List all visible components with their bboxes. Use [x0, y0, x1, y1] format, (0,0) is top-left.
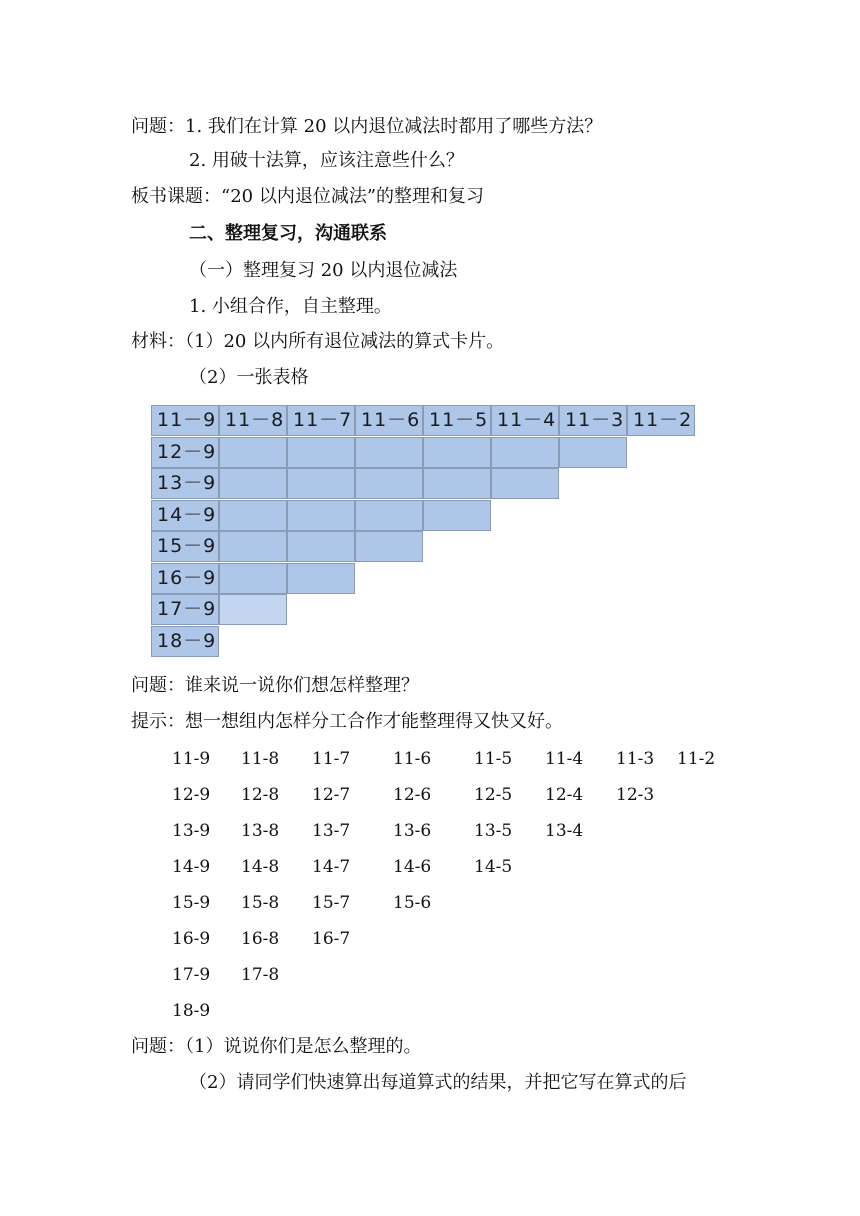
expression-item: 14-9 [172, 857, 211, 877]
table-header-cell: 11－5 [423, 405, 491, 436]
table-header-cell: 11－6 [355, 405, 423, 436]
expression-item: 13-8 [241, 821, 280, 841]
table-row-label: 18－9 [151, 626, 219, 657]
expression-item: 16-9 [172, 929, 211, 949]
expression-item: 11-5 [474, 749, 513, 769]
table-empty-cell [423, 500, 491, 531]
expression-item: 11-7 [312, 749, 351, 769]
expression-item: 11-9 [172, 749, 211, 769]
table-header-cell: 11－9 [151, 405, 219, 436]
table-empty-cell [559, 437, 627, 468]
table-row-label: 17－9 [151, 594, 219, 625]
table-empty-cell [287, 437, 355, 468]
material-1: 材料：（1）20 以内所有退位减法的算式卡片。 [131, 331, 505, 352]
table-row-label: 15－9 [151, 531, 219, 562]
expression-item: 16-8 [241, 929, 280, 949]
table-empty-cell [287, 468, 355, 499]
table-empty-cell [287, 531, 355, 562]
expression-item: 13-6 [393, 821, 432, 841]
table-empty-cell [219, 500, 287, 531]
table-header-cell: 11－7 [287, 405, 355, 436]
expression-item: 11-4 [545, 749, 584, 769]
expression-item: 13-9 [172, 821, 211, 841]
table-row-label: 16－9 [151, 563, 219, 594]
table-row-label: 13－9 [151, 468, 219, 499]
table-header-cell: 11－4 [491, 405, 559, 436]
expression-item: 16-7 [312, 929, 351, 949]
expression-item: 15-8 [241, 893, 280, 913]
expression-item: 14-5 [474, 857, 513, 877]
table-row-label: 12－9 [151, 437, 219, 468]
expression-item: 12-8 [241, 785, 280, 805]
expression-item: 11-6 [393, 749, 432, 769]
table-header-cell: 11－8 [219, 405, 287, 436]
question-1: 问题：1. 我们在计算 20 以内退位减法时都用了哪些方法？ [131, 116, 603, 137]
expression-item: 12-6 [393, 785, 432, 805]
table-empty-cell [355, 531, 423, 562]
table-empty-cell [287, 500, 355, 531]
expression-item: 11-2 [677, 749, 716, 769]
table-empty-cell [219, 563, 287, 594]
expression-item: 12-7 [312, 785, 351, 805]
table-empty-cell [355, 500, 423, 531]
expression-item: 14-8 [241, 857, 280, 877]
question-organize: 问题：谁来说一说你们想怎样整理？ [131, 675, 419, 696]
question-explain: 问题：（1）说说你们是怎么整理的。 [131, 1036, 422, 1057]
expression-item: 15-9 [172, 893, 211, 913]
table-empty-cell [423, 437, 491, 468]
table-empty-cell [423, 468, 491, 499]
table-empty-cell [287, 563, 355, 594]
expression-item: 12-9 [172, 785, 211, 805]
table-empty-cell [219, 594, 287, 625]
table-header-cell: 11－2 [627, 405, 695, 436]
expression-item: 13-4 [545, 821, 584, 841]
table-empty-cell [219, 437, 287, 468]
expression-item: 14-7 [312, 857, 351, 877]
expression-item: 11-3 [616, 749, 655, 769]
expression-item: 17-8 [241, 965, 280, 985]
table-empty-cell [491, 437, 559, 468]
question-2: 2. 用破十法算，应该注意些什么？ [189, 150, 464, 171]
board-title: 板书课题：“20 以内退位减法”的整理和复习 [131, 186, 485, 207]
section-heading: 二、整理复习，沟通联系 [189, 223, 387, 244]
expression-item: 13-5 [474, 821, 513, 841]
table-empty-cell [491, 468, 559, 499]
expression-item: 14-6 [393, 857, 432, 877]
hint: 提示：想一想组内怎样分工合作才能整理得又快又好。 [131, 711, 563, 732]
expression-item: 12-3 [616, 785, 655, 805]
expression-item: 15-6 [393, 893, 432, 913]
expression-item: 12-5 [474, 785, 513, 805]
table-header-cell: 11－3 [559, 405, 627, 436]
table-empty-cell [219, 468, 287, 499]
table-row-label: 14－9 [151, 500, 219, 531]
expression-item: 12-4 [545, 785, 584, 805]
table-empty-cell [355, 437, 423, 468]
step-1: 1. 小组合作，自主整理。 [189, 296, 392, 317]
question-compute: （2）请同学们快速算出每道算式的结果，并把它写在算式的后 [189, 1072, 687, 1093]
expression-item: 18-9 [172, 1001, 211, 1021]
expression-item: 15-7 [312, 893, 351, 913]
expression-item: 17-9 [172, 965, 211, 985]
subsection-heading: （一）整理复习 20 以内退位减法 [189, 260, 458, 281]
table-empty-cell [355, 468, 423, 499]
expression-item: 13-7 [312, 821, 351, 841]
table-empty-cell [219, 531, 287, 562]
expression-item: 11-8 [241, 749, 280, 769]
material-2: （2）一张表格 [189, 367, 309, 388]
